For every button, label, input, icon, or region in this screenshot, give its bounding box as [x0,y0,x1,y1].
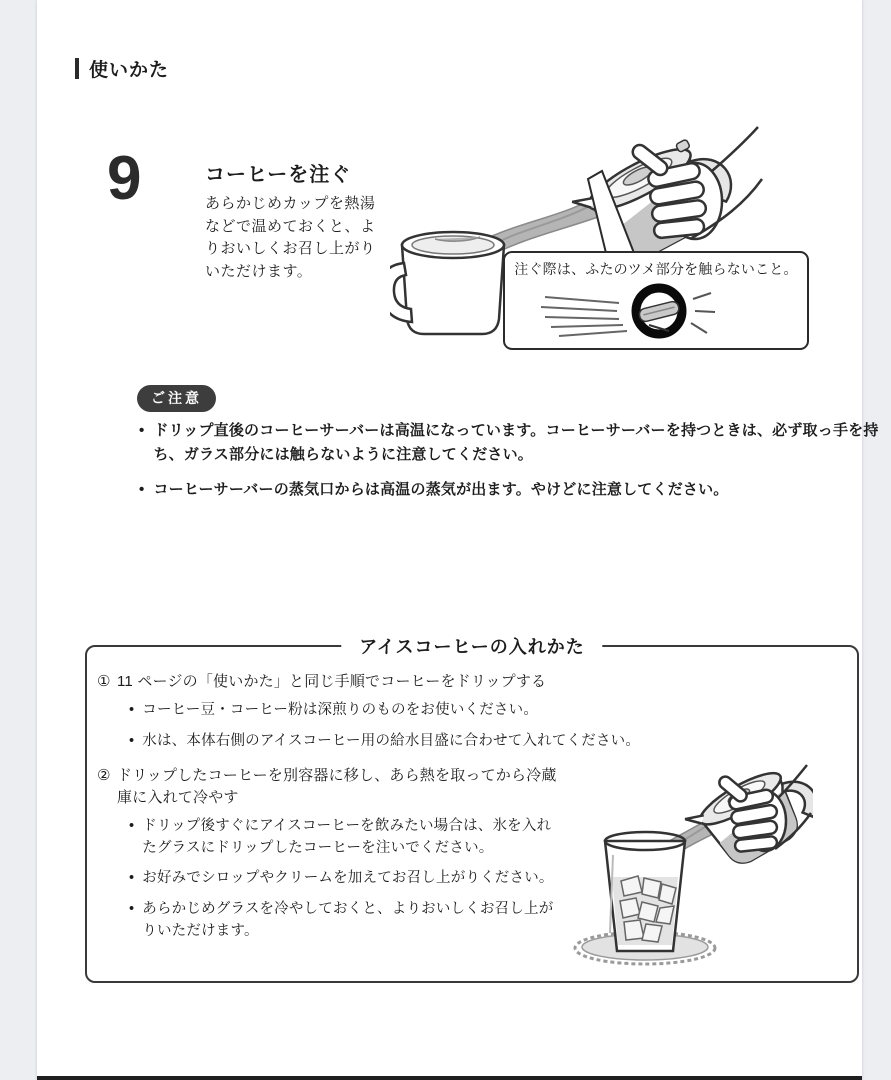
callout-note: 注ぐ際は、ふたのツメ部分を触らないこと。 [514,261,798,277]
iced-step-1-bullets [129,700,845,753]
section-header [75,55,169,82]
list-item [129,868,559,890]
step-number: 9 [107,144,142,213]
bullet-icon: • [139,481,145,499]
list-item-text: お好みでシロップやクリームを加えてお召し上がりください。 [142,870,554,887]
list-item-text: ドリップ後すぐにアイスコーヒーを飲みたい場合は、氷を入れたグラスにドリップしたコーヒーを注いでください。 [142,817,552,856]
bullet-icon: • [139,422,145,439]
list-item [129,731,845,753]
step-title: コーヒーを注ぐ [205,164,352,186]
bullet-icon: • [129,817,135,834]
iced-step-text: ドリップしたコーヒーを別容器に移し、あら熱を取ってから冷蔵庫に入れて冷やす [117,767,557,806]
bullet-icon: • [129,901,135,917]
callout-box [503,251,809,350]
ice-glass-shape [605,832,685,951]
iced-step-text: 11 ページの「使いかた」と同じ手順でコーヒーをドリップする [117,673,547,690]
iced-coffee-content [87,647,857,981]
iced-coffee-section [85,637,859,983]
caution-item-text: コーヒーサーバーの蒸気口からは高温の蒸気が出ます。やけどに注意してください。 [153,481,729,499]
iced-coffee-title: アイスコーヒーの入れかた [341,633,602,659]
caution-item-text: ドリップ直後のコーヒーサーバーは高温になっています。コーヒーサーバーを持つときは、必ず取っ手を持ち、ガラス部分には触らないように注意してください。 [153,422,879,463]
section-header-text: 使いかた [89,60,170,81]
section-header-bar-icon [75,58,79,79]
carafe-pouring-into-ice-glass-illustration [565,755,813,975]
iced-pour-illustration-art [565,755,813,975]
list-item [129,816,559,860]
step-description: あらかじめカップを熱湯などで温めておくと、よりおいしくお召し上がりいただけます。 [205,195,376,280]
caution-list [139,419,884,514]
caution-item [139,419,884,466]
caution-item [139,478,884,502]
carafe-pouring-into-mug-illustration [390,123,822,371]
bullet-icon: • [129,870,135,887]
list-item-text: 水は、本体右側のアイスコーヒー用の給水目盛に合わせて入れてください。 [142,732,641,749]
list-item [129,700,845,722]
bullet-icon: • [129,701,135,718]
list-item-text: あらかじめグラスを冷やしておくと、よりおいしくお召し上がりいただけます。 [142,901,554,939]
step-marker: ① [97,673,111,690]
next-page-edge-divider [37,1076,862,1080]
mug-shape [390,232,504,334]
list-item-text: コーヒー豆・コーヒー粉は深煎りのものをお使いください。 [142,701,539,718]
bullet-icon: • [129,732,135,749]
list-item [129,899,559,943]
caution-badge: ご注意 [137,385,216,412]
iced-step-1 [97,671,845,693]
lid-tab-no-touch-closeup-icon [531,281,781,343]
manual-page [37,0,879,1080]
step-marker: ② [97,767,111,785]
